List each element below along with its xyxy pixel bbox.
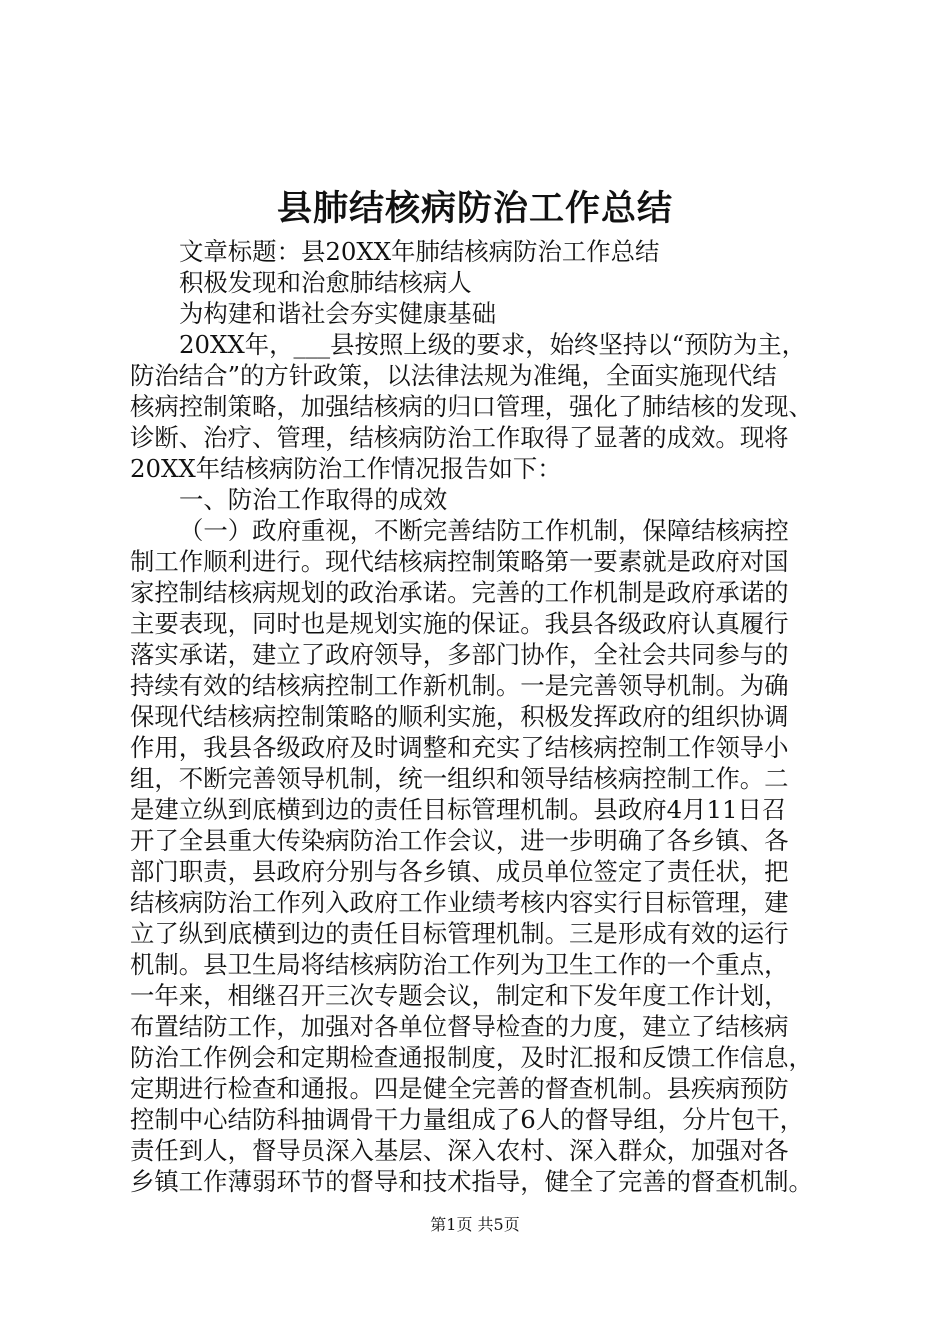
text-line: 制工作顺利进行。现代结核病控制策略第一要素就是政府对国 <box>130 547 789 576</box>
text-line: 文章标题：县20XX年肺结核病防治工作总结 <box>179 237 660 266</box>
text-line: 结核病防治工作列入政府工作业绩考核内容实行目标管理，建 <box>130 888 789 917</box>
text-line: （一）政府重视，不断完善结防工作机制，保障结核病控 <box>179 516 789 545</box>
text-line: 防治工作例会和定期检查通报制度，及时汇报和反馈工作信息， <box>130 1043 813 1072</box>
text-line: 开了全县重大传染病防治工作会议，进一步明确了各乡镇、各 <box>130 826 789 855</box>
text-line: 部门职责，县政府分别与各乡镇、成员单位签定了责任状，把 <box>130 857 789 886</box>
text-line: 为构建和谐社会夯实健康基础 <box>179 299 497 328</box>
document-title: 县肺结核病防治工作总结 <box>276 188 673 229</box>
text-line: 控制中心结防科抽调骨干力量组成了6人的督导组，分片包干， <box>130 1105 805 1134</box>
text-line: 家控制结核病规划的政治承诺。完善的工作机制是政府承诺的 <box>130 578 789 607</box>
text-line: 诊断、治疗、管理，结核病防治工作取得了显著的成效。现将 <box>130 423 789 452</box>
text-line: 20XX年结核病防治工作情况报告如下： <box>130 454 562 483</box>
text-line: 机制。县卫生局将结核病防治工作列为卫生工作的一个重点， <box>130 950 789 979</box>
text-line: 立了纵到底横到边的责任目标管理机制。三是形成有效的运行 <box>130 919 789 948</box>
text-line: 持续有效的结核病控制工作新机制。一是完善领导机制。为确 <box>130 671 789 700</box>
text-line: 布置结防工作，加强对各单位督导检查的力度，建立了结核病 <box>130 1012 789 1041</box>
page-number: 第1页 共5页 <box>430 1215 520 1234</box>
text-line: 责任到人，督导员深入基层、深入农村、深入群众，加强对各 <box>130 1136 789 1165</box>
text-line: 落实承诺，建立了政府领导，多部门协作，全社会共同参与的 <box>130 640 789 669</box>
text-line: 组，不断完善领导机制，统一组织和领导结核病控制工作。二 <box>130 764 789 793</box>
text-line: 主要表现，同时也是规划实施的保证。我县各级政府认真履行 <box>130 609 789 638</box>
text-line: 一年来，相继召开三次专题会议，制定和下发年度工作计划， <box>130 981 789 1010</box>
text-line: 核病控制策略，加强结核病的归口管理，强化了肺结核的发现、 <box>130 392 813 421</box>
text-line: 一、防治工作取得的成效 <box>179 485 448 514</box>
text-line: 是建立纵到底横到边的责任目标管理机制。县政府4月11日召 <box>130 795 787 824</box>
text-line: 乡镇工作薄弱环节的督导和技术指导，健全了完善的督查机制。 <box>130 1167 813 1196</box>
text-line: 防治结合”的方针政策，以法律法规为准绳，全面实施现代结 <box>130 361 777 390</box>
text-line: 定期进行检查和通报。四是健全完善的督查机制。县疾病预防 <box>130 1074 789 1103</box>
text-line: 作用，我县各级政府及时调整和充实了结核病控制工作领导小 <box>130 733 789 762</box>
document-body <box>130 236 852 1197</box>
text-line: 积极发现和治愈肺结核病人 <box>179 268 472 297</box>
text-line: 保现代结核病控制策略的顺利实施，积极发挥政府的组织协调 <box>130 702 789 731</box>
text-line: 20XX年，___县按照上级的要求，始终坚持以“预防为主， <box>179 330 807 359</box>
